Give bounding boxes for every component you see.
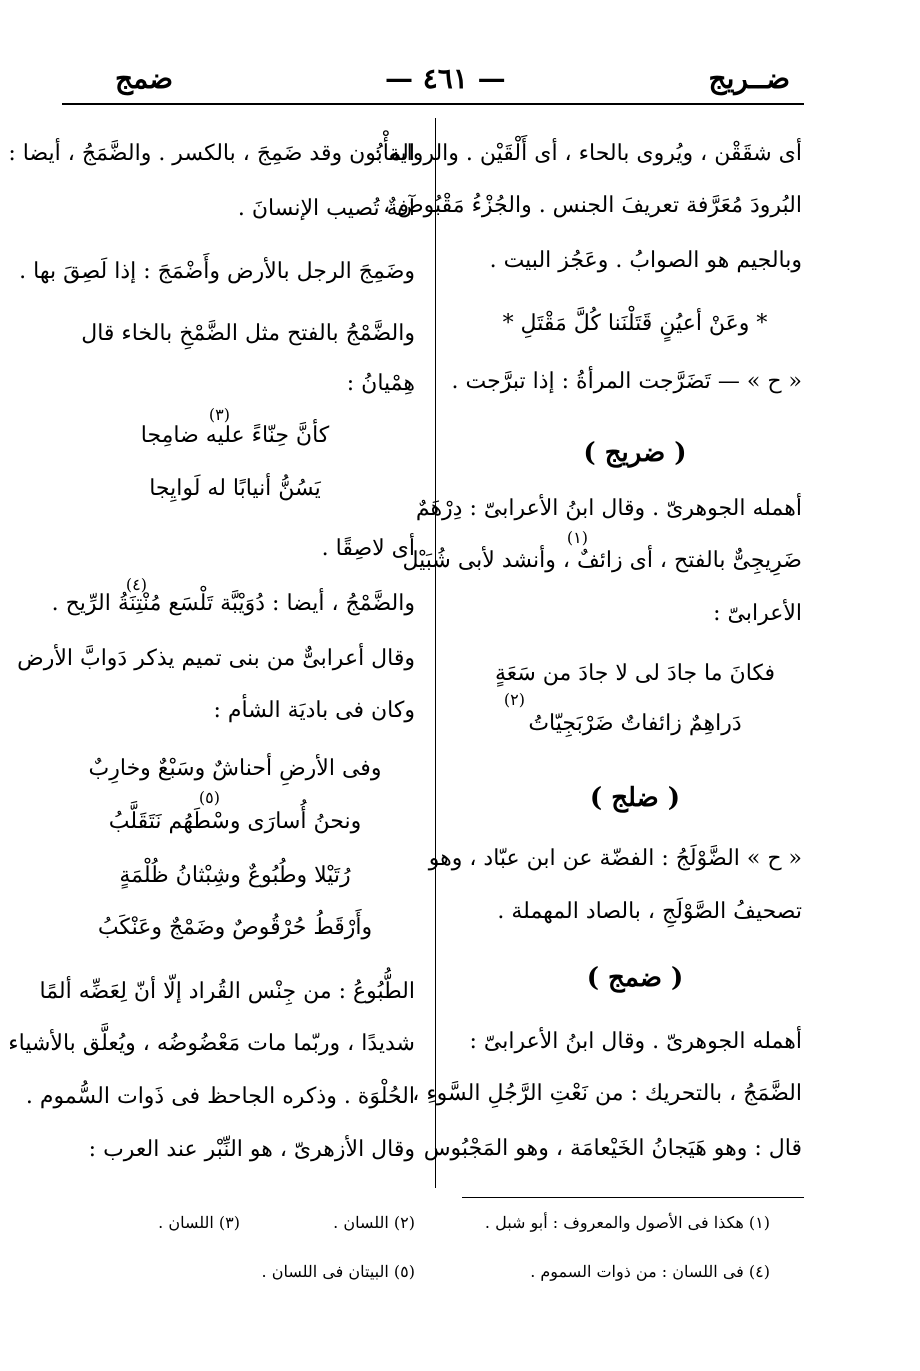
verse-line: فكانَ ما جادَ لى لا جادَ من سَعَةٍ [494, 661, 776, 686]
footnote: (٤) فى اللسان : من ذوات السموم . [530, 1262, 770, 1281]
footnote-rule [462, 1197, 804, 1198]
text-line: وضَمِجَ الرجل بالأرض وأَضْمَجَ : إذا لَصِقَ بها . [19, 259, 415, 284]
text-line: والضَّمْجُ بالفتح مثل الضَّمْخِ بالخاء قال [81, 321, 415, 346]
verse-line: يَسُنُّ أنيابًا له لَوايِجا [149, 476, 321, 501]
text-line: وقال الأزهرىّ ، هو النِّبْر عند العرب : [88, 1137, 415, 1162]
verse-line: وفى الأرضِ أحناشٌ وسَبْعٌ وخارِبٌ [88, 756, 382, 781]
header-rule [62, 103, 804, 105]
header-right-word: ضــريج [708, 62, 790, 95]
verse-line: كأنَّ حِنّاءً عليه ضامِجا [140, 423, 330, 448]
text-line: ضَرِيجِىٌّ بالفتح ، أى زائفٌ ، وأنشد لأبى شُبَيْل [402, 548, 802, 573]
text-line: أى لاصِقًا . [321, 536, 415, 561]
text-line: أهمله الجوهرىّ . وقال ابنُ الأعرابىّ : دِرْهَمٌ [415, 496, 802, 521]
footnote: (٥) البيتان فى اللسان . [261, 1262, 415, 1281]
verse-line: رُتَيْلا وطُبُوعٌ وشِبْثانُ ظُلْمَةٍ [119, 863, 351, 888]
text-line: أى شقَقْن ، ويُروى بالحاء ، أى أَلْقَيْن . والرواية : [374, 141, 802, 166]
footnote-marker: (١) [566, 528, 588, 547]
text-line: شديدًا ، وربّما مات مَعْضُوضُه ، ويُعلَّق بالأشياء [8, 1031, 415, 1056]
footnote: (٣) اللسان . [158, 1213, 240, 1232]
footnote: (١) هكذا فى الأصول والمعروف : أبو شبل . [484, 1213, 770, 1232]
text-line: الحُلْوَة . وذكره الجاحظ فى ذَوات السُّموم . [25, 1084, 415, 1109]
text-line: هِمْيانُ : [346, 371, 415, 396]
page-number: — ٤٦١ — [385, 62, 506, 95]
verse-line: ونحنُ أُسارَى وسْطَهُم نَتَقَلَّبُ [108, 809, 362, 834]
verse-line: دَراهِمٌ زائفاتٌ ضَرْبَجِيّاتُ [528, 711, 742, 736]
verse-line: وأَرْقَطُ حُرْقُوصٌ وضَمْجٌ وعَنْكَبُ [97, 915, 373, 940]
verse-line: * وعَنْ أعيُنٍ قَتَلْنَنا كُلَّ مَقْتَلِ * [502, 311, 768, 336]
text-line: « ح » — تَضَرَّجت المرأةُ : إذا تبرَّجت . [451, 369, 802, 394]
text-line: آفةٌ تُصيب الإنسانَ . [237, 196, 415, 221]
entry-heading: ( ضلج ) [589, 783, 681, 813]
text-line: وكان فى باديَة الشأم : [213, 698, 415, 723]
entry-heading: ( ضريج ) [583, 438, 687, 468]
text-line: « ح » الضَّوْلَجُ : الفضّة عن ابن عبّاد ، وهو [428, 846, 802, 871]
text-line: الضَّمَجُ ، بالتحريك : من نَعْتِ الرَّجُلِ السَّوءِ ، [412, 1081, 802, 1106]
footnote: (٢) اللسان . [333, 1213, 415, 1232]
footnote-marker: (٢) [503, 690, 525, 709]
footnote-marker: (٤) [125, 575, 147, 594]
column-divider [435, 118, 436, 1188]
text-line: تصحيفُ الصَّوْلَجِ ، بالصاد المهملة . [497, 899, 802, 924]
footnote-marker: (٣) [208, 405, 230, 424]
text-line: وقال أعرابىٌّ من بنى تميم يذكر دَوابَّ الأرض [17, 646, 415, 671]
text-line: أهمله الجوهرىّ . وقال ابنُ الأعرابىّ : [469, 1029, 802, 1054]
text-line: المأْبُون وقد ضَمِجَ ، بالكسر . والضَّمَجُ ، أيضا : [8, 141, 415, 166]
text-line: وبالجيم هو الصوابُ . وعَجُز البيت . [489, 248, 802, 273]
text-line: والضَّمْجُ ، أيضا : دُوَيْبَّة تَلْسَع مُنْتِنَةُ الرِّيح . [51, 591, 415, 616]
text-line: الأعرابىّ : [713, 601, 802, 626]
text-line: قال : وهو هَيَجانُ الخَيْعامَة ، وهو المَجْبُوس [423, 1136, 802, 1161]
footnote-marker: (٥) [198, 788, 220, 807]
header-left-word: ضمج [115, 62, 174, 95]
text-line: البُرودَ مُعَرَّفة تعريفَ الجنس . والجُزْءُ مَقْبُوض ، [382, 193, 802, 218]
text-line: الطُّبُوعُ : من جِنْس القُراد إلّا أنّ لِعَضِّه ألمًا [39, 979, 415, 1004]
entry-heading: ( ضمج ) [586, 963, 684, 993]
